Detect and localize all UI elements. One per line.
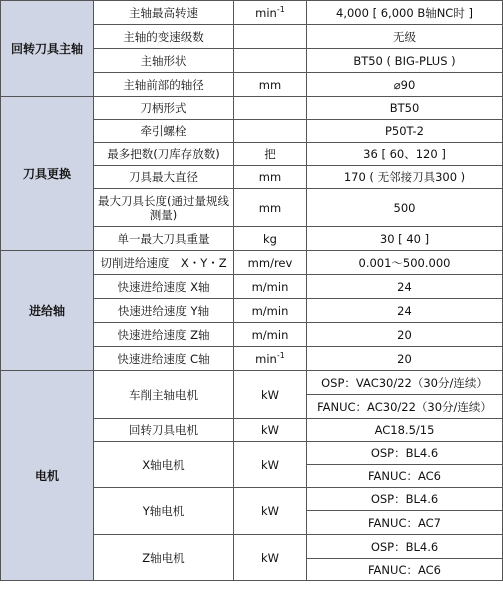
unit-sup: -1 (276, 4, 285, 14)
spec-value: P50T-2 (307, 120, 503, 143)
spec-unit (234, 25, 307, 49)
spec-unit: kW (234, 488, 307, 535)
spec-unit: m/min (234, 299, 307, 323)
unit-base: min (255, 5, 277, 20)
spec-unit: m/min (234, 323, 307, 347)
table-row (1, 1, 503, 25)
spec-name: 回转刀具电机 (94, 419, 234, 442)
spec-value: ⌀90 (307, 73, 503, 97)
spec-unit: mm (234, 189, 307, 227)
spec-unit: kW (234, 419, 307, 442)
spec-value: 170 ( 无邻接刀具300 ) (307, 166, 503, 189)
spec-value: FANUC：AC6 (307, 559, 503, 581)
spec-name: 车削主轴电机 (94, 371, 234, 419)
spec-value: 0.001～500.000 (307, 251, 503, 275)
spec-value: 无级 (307, 25, 503, 49)
spec-name: 刀具最大直径 (94, 166, 234, 189)
spec-name: X轴电机 (94, 442, 234, 488)
spec-value: FANUC：AC30/22（30分/连续） (307, 395, 503, 419)
unit-base: min (255, 351, 277, 366)
spec-value: 24 (307, 275, 503, 299)
spec-unit: mm (234, 73, 307, 97)
spec-value: BT50 (307, 97, 503, 120)
spec-value: 4,000 [ 6,000 B轴NC时 ] (307, 1, 503, 25)
unit-sup: -1 (276, 350, 285, 360)
spec-unit: kW (234, 535, 307, 581)
group-spindle-title: 回转刀具主轴 (1, 1, 94, 97)
spec-name: 快速进给速度 Z轴 (94, 323, 234, 347)
spec-value: OSP：BL4.6 (307, 488, 503, 511)
spec-name: 最多把数(刀库存放数) (94, 143, 234, 166)
table-row (1, 371, 503, 395)
spec-name: 牵引螺栓 (94, 120, 234, 143)
group-feed-title: 进给轴 (1, 251, 94, 371)
group-motor-title: 电机 (1, 371, 94, 581)
spec-name: 快速进给速度 X轴 (94, 275, 234, 299)
table-row (1, 251, 503, 275)
spec-value: BT50 ( BIG-PLUS ) (307, 49, 503, 73)
spec-name: 最大刀具长度(通过量规线测量) (94, 189, 234, 227)
spec-value: OSP：VAC30/22（30分/连续） (307, 371, 503, 395)
spec-value: FANUC：AC7 (307, 511, 503, 535)
spec-value: 30 [ 40 ] (307, 227, 503, 251)
spec-unit: kg (234, 227, 307, 251)
spec-unit (234, 347, 307, 371)
spec-unit (234, 97, 307, 120)
spec-value: 36 [ 60、120 ] (307, 143, 503, 166)
spec-name: Z轴电机 (94, 535, 234, 581)
spec-unit: kW (234, 371, 307, 419)
spec-unit (234, 1, 307, 25)
spec-unit (234, 120, 307, 143)
group-tool-title: 刀具更换 (1, 97, 94, 251)
spec-value: 500 (307, 189, 503, 227)
table-row (1, 97, 503, 120)
spec-value: FANUC：AC6 (307, 465, 503, 488)
spec-value: 24 (307, 299, 503, 323)
spec-name: 主轴形状 (94, 49, 234, 73)
spec-name: Y轴电机 (94, 488, 234, 535)
spec-name: 主轴的变速级数 (94, 25, 234, 49)
spec-value: OSP：BL4.6 (307, 442, 503, 465)
spec-name: 切削进给速度 X・Y・Z (94, 251, 234, 275)
spec-name: 主轴前部的轴径 (94, 73, 234, 97)
spec-unit: mm/rev (234, 251, 307, 275)
spec-unit (234, 49, 307, 73)
spec-name: 刀柄形式 (94, 97, 234, 120)
spec-name: 单一最大刀具重量 (94, 227, 234, 251)
spec-value: 20 (307, 323, 503, 347)
spec-value: AC18.5/15 (307, 419, 503, 442)
spec-name: 快速进给速度 C轴 (94, 347, 234, 371)
spec-unit: mm (234, 166, 307, 189)
spec-name: 快速进给速度 Y轴 (94, 299, 234, 323)
spec-unit: 把 (234, 143, 307, 166)
spec-value: 20 (307, 347, 503, 371)
spec-unit: kW (234, 442, 307, 488)
spec-unit: m/min (234, 275, 307, 299)
spec-name: 主轴最高转速 (94, 1, 234, 25)
spec-value: OSP：BL4.6 (307, 535, 503, 559)
